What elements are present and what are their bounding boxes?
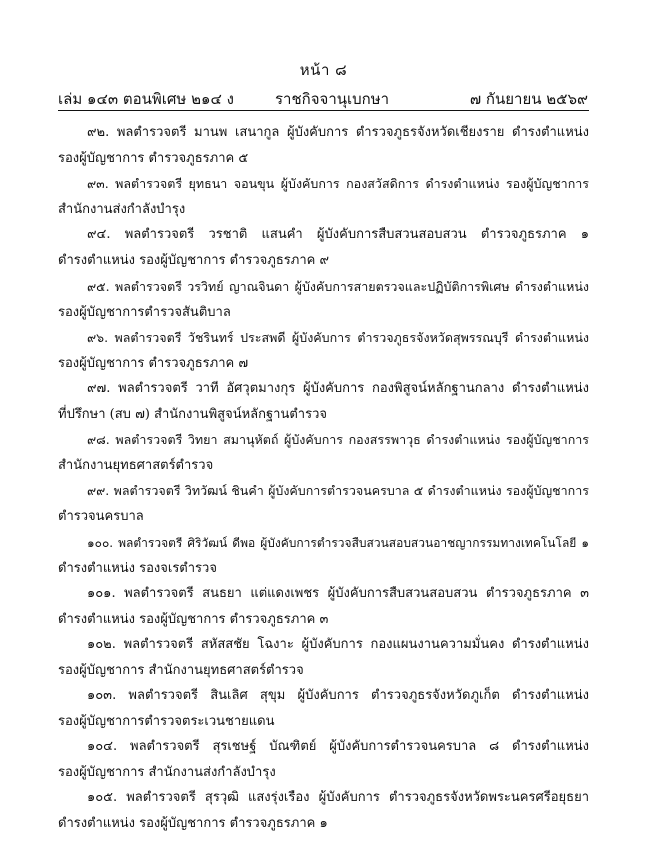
list-item — [58, 785, 589, 836]
page-number: หน้า ๘ — [299, 61, 348, 79]
entry-line-1: ๙๒. พลตำรวจตรี มานพ เสนากูล ผู้บังคับการ ตำรวจภูธรจังหวัดเชียงราย ดำรงตำแหน่ง — [87, 125, 589, 140]
entry-line-1: ๙๔. พลตำรวจตรี วรชาติ แสนคำ ผู้บังคับการสืบสวนสอบสวน ตำรวจภูธรภาค ๑ — [87, 227, 589, 243]
entry-line-2: ที่ปรึกษา (สบ ๗) สำนักงานพิสูจน์หลักฐานตำรวจ — [58, 406, 327, 422]
entry-line-2: รองผู้บัญชาการ สำนักงานยุทธศาสตร์ตำรวจ — [58, 662, 304, 678]
entry-line-2: ดำรงตำแหน่ง รองผู้บัญชาการ ตำรวจภูธรภาค ๓ — [58, 611, 329, 627]
gazette-header — [58, 87, 588, 107]
entry-line-1: ๙๗. พลตำรวจตรี วาที อัศวุตมางกุร ผู้บังคับการ กองพิสูจน์หลักฐานกลาง ดำรงตำแหน่ง — [87, 380, 589, 396]
entry-line-2: ดำรงตำแหน่ง รองผู้บัญชาการ ตำรวจภูธรภาค ๑ — [58, 816, 328, 832]
entry-line-1: ๙๙. พลตำรวจตรี วิทวัฒน์ ชินคำ ผู้บังคับการตำรวจนครบาล ๕ ดำรงตำแหน่ง รองผู้บัญชาการ — [87, 483, 589, 499]
entry-line-1: ๙๓. พลตำรวจตรี ยุทธนา จอนขุน ผู้บังคับการ กองสวัสดิการ ดำรงตำแหน่ง รองผู้บัญชาการ — [87, 176, 589, 192]
entry-line-1: ๙๖. พลตำรวจตรี วัชรินทร์ ประสพดี ผู้บังคับการ ตำรวจภูธรจังหวัดสุพรรณบุรี ดำรงตำแหน่ง — [87, 329, 589, 345]
list-item — [58, 530, 589, 581]
entry-line-1: ๑๐๕. พลตำรวจตรี สุรวุฒิ แสงรุ่งเรือง ผู้บังคับการ ตำรวจภูธรจังหวัดพระนครศรีอยุธยา — [87, 790, 589, 806]
list-item — [58, 581, 589, 632]
entry-line-1: ๑๐๒. พลตำรวจตรี สหัสสชัย โฉงาะ ผู้บังคับการ กองแผนงานความมั่นคง ดำรงตำแหน่ง — [87, 636, 589, 652]
list-item — [58, 376, 589, 427]
list-item — [58, 683, 589, 734]
list-item — [58, 632, 589, 683]
list-item — [58, 171, 589, 222]
list-item — [58, 222, 589, 273]
entry-line-1: ๑๐๑. พลตำรวจตรี สนธยา แต่แดงเพชร ผู้บังคับการสืบสวนสอบสวน ตำรวจภูธรภาค ๓ — [87, 585, 589, 601]
list-item — [58, 274, 589, 325]
entry-line-2: รองผู้บัญชาการ ตำรวจภูธรภาค ๗ — [58, 355, 249, 371]
list-item — [58, 325, 589, 376]
entry-line-1: ๑๐๐. พลตำรวจตรี ศิริวัฒน์ ดีพอ ผู้บังคับการตำรวจสืบสวนสอบสวนอาชญากรรมทางเทคโนโลยี ๑ — [87, 535, 589, 550]
entry-line-1: ๙๕. พลตำรวจตรี วรวิทย์ ญาณจินดา ผู้บังคับการสายตรวจและปฏิบัติการพิเศษ ดำรงตำแหน่ง — [87, 278, 589, 294]
entry-line-2: ตำรวจนครบาล — [58, 509, 144, 525]
entry-line-2: รองผู้บัญชาการ สำนักงานส่งกำลังบำรุง — [58, 765, 276, 781]
entry-line-2: สำนักงานยุทธศาสตร์ตำรวจ — [58, 458, 214, 474]
entry-line-2: รองผู้บัญชาการตำรวจตระเวนชายแดน — [58, 714, 275, 730]
entry-line-1: ๑๐๓. พลตำรวจตรี สินเลิศ สุขุม ผู้บังคับการ ตำรวจภูธรจังหวัดภูเก็ต ดำรงตำแหน่ง — [87, 688, 589, 704]
list-item — [58, 734, 589, 785]
entry-line-2: ดำรงตำแหน่ง รองผู้บัญชาการ ตำรวจภูธรภาค ๙ — [58, 253, 329, 269]
entry-line-1: ๑๐๔. พลตำรวจตรี สุรเชษฐ์ บัณฑิตย์ ผู้บังคับการตำรวจนครบาล ๘ ดำรงตำแหน่ง — [87, 739, 589, 755]
journal-title: ราชกิจจานุเบกษา — [275, 90, 390, 108]
entry-line-2: รองผู้บัญชาการตำรวจสันติบาล — [58, 304, 231, 320]
entry-line-1: ๙๘. พลตำรวจตรี วิทยา สมานุหัตถ์ ผู้บังคับการ กองสรรพาวุธ ดำรงตำแหน่ง รองผู้บัญชาการ — [87, 432, 589, 448]
header-divider — [58, 110, 589, 111]
entry-line-2: รองผู้บัญชาการ ตำรวจภูธรภาค ๕ — [58, 151, 249, 166]
appointment-list — [58, 120, 589, 837]
volume-issue: เล่ม ๑๔๓ ตอนพิเศษ ๒๑๔ ง — [58, 90, 234, 108]
list-item — [58, 478, 589, 529]
list-item — [58, 427, 589, 478]
entry-line-2: สำนักงานส่งกำลังบำรุง — [58, 202, 186, 218]
list-item — [58, 120, 589, 171]
entry-line-2: ดำรงตำแหน่ง รองจเรตำรวจ — [58, 560, 217, 576]
publication-date: ๗ กันยายน ๒๕๖๙ — [469, 90, 588, 108]
